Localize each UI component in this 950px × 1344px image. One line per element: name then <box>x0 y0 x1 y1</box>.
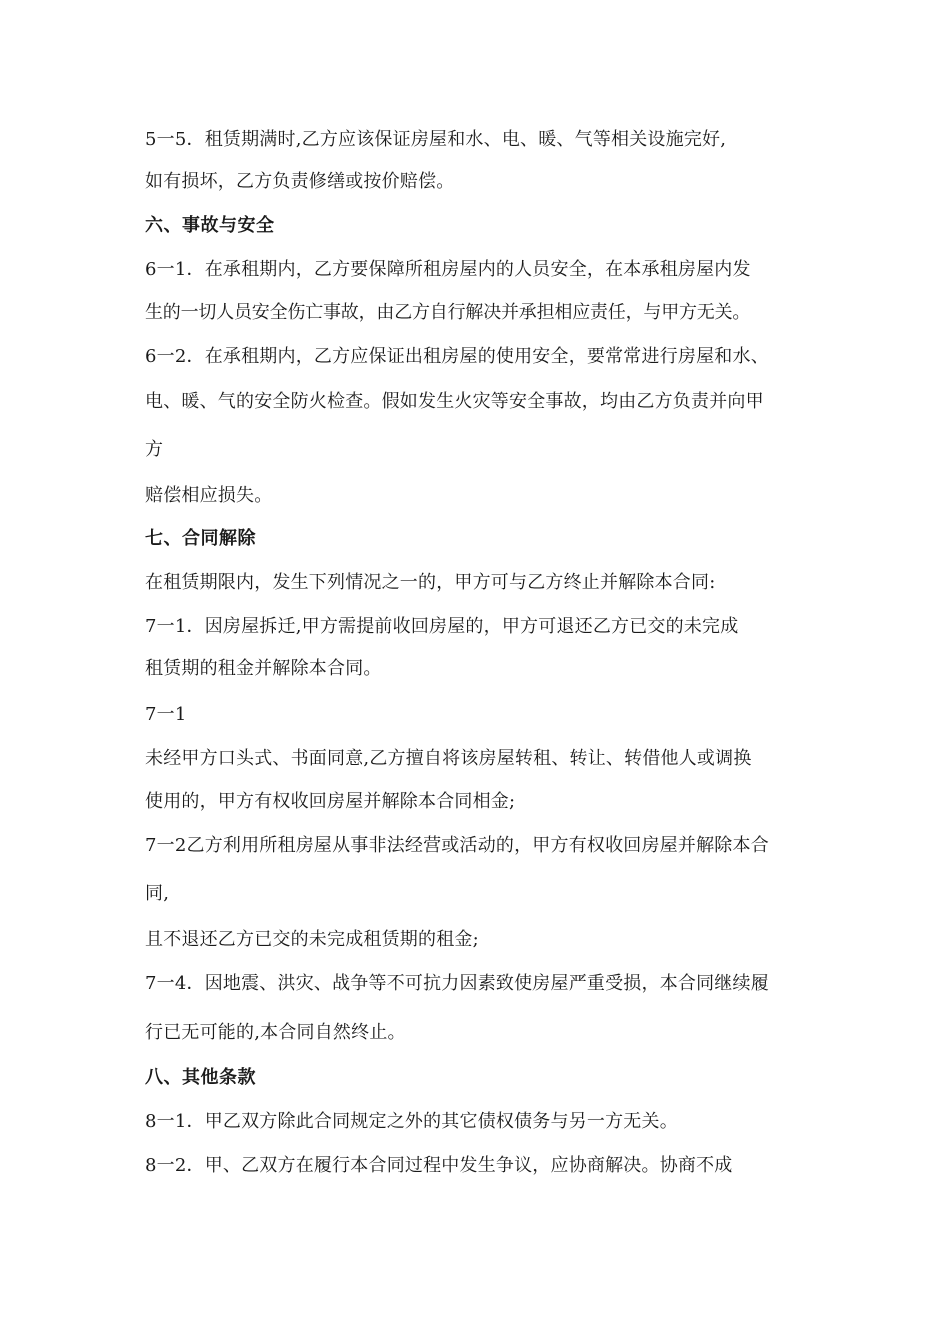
clause-7-1b-number: 7一1 <box>145 704 187 725</box>
clause-7-1b-line-2: 使用的，甲方有权收回房屋并解除本合同相金; <box>145 791 516 812</box>
clause-7-2-line-1: 7一2乙方利用所租房屋从事非法经营或活动的，甲方有权收回房屋并解除本合 <box>145 835 769 856</box>
clause-8-2-line-1: 8一2．甲、乙双方在履行本合同过程中发生争议，应协商解决。协商不成 <box>145 1155 733 1176</box>
clause-7-2-line-3: 且不退还乙方已交的未完成租赁期的租金; <box>145 929 479 950</box>
clause-7-1b-line-1: 未经甲方口头式、书面同意,乙方擅自将该房屋转租、转让、转借他人或调换 <box>145 748 752 769</box>
clause-6-1-line-1: 6一1．在承租期内，乙方要保障所租房屋内的人员安全，在本承租房屋内发 <box>145 259 751 280</box>
section-heading-accident-safety: 六、事故与安全 <box>145 215 275 236</box>
clause-7-4-line-2: 行已无可能的,本合同自然终止。 <box>145 1022 406 1043</box>
section-heading-other-terms: 八、其他条款 <box>145 1067 256 1088</box>
clause-6-2-line-1: 6一2．在承租期内，乙方应保证出租房屋的使用安全，要常常进行房屋和水、 <box>145 346 769 367</box>
clause-6-2-line-3: 方 <box>145 439 164 460</box>
clause-6-1-line-2: 生的一切人员安全伤亡事故，由乙方自行解决并承担相应责任，与甲方无关。 <box>145 302 751 323</box>
clause-8-1: 8一1．甲乙双方除此合同规定之外的其它债权债务与另一方无关。 <box>145 1111 678 1132</box>
clause-7-2-line-2: 同, <box>145 883 170 904</box>
clause-6-2-line-2: 电、暖、气的安全防火检查。假如发生火灾等安全事故，均由乙方负责并向甲 <box>145 391 764 412</box>
clause-7-4-line-1: 7一4．因地震、洪灾、战争等不可抗力因素致使房屋严重受损，本合同继续履 <box>145 973 769 994</box>
clause-6-2-line-4: 赔偿相应损失。 <box>145 485 273 506</box>
clause-5-5-line-2: 如有损坏，乙方负责修缮或按价赔偿。 <box>145 171 455 192</box>
clause-7-1-line-1: 7一1．因房屋拆迁,甲方需提前收回房屋的，甲方可退还乙方已交的未完成 <box>145 616 739 637</box>
termination-intro: 在租赁期限内，发生下列情况之一的，甲方可与乙方终止并解除本合同: <box>145 572 716 593</box>
clause-5-5-line-1: 5一5．租赁期满时,乙方应该保证房屋和水、电、暖、气等相关设施完好, <box>145 129 727 150</box>
section-heading-contract-termination: 七、合同解除 <box>145 528 256 549</box>
clause-7-1-line-2: 租赁期的租金并解除本合同。 <box>145 658 382 679</box>
